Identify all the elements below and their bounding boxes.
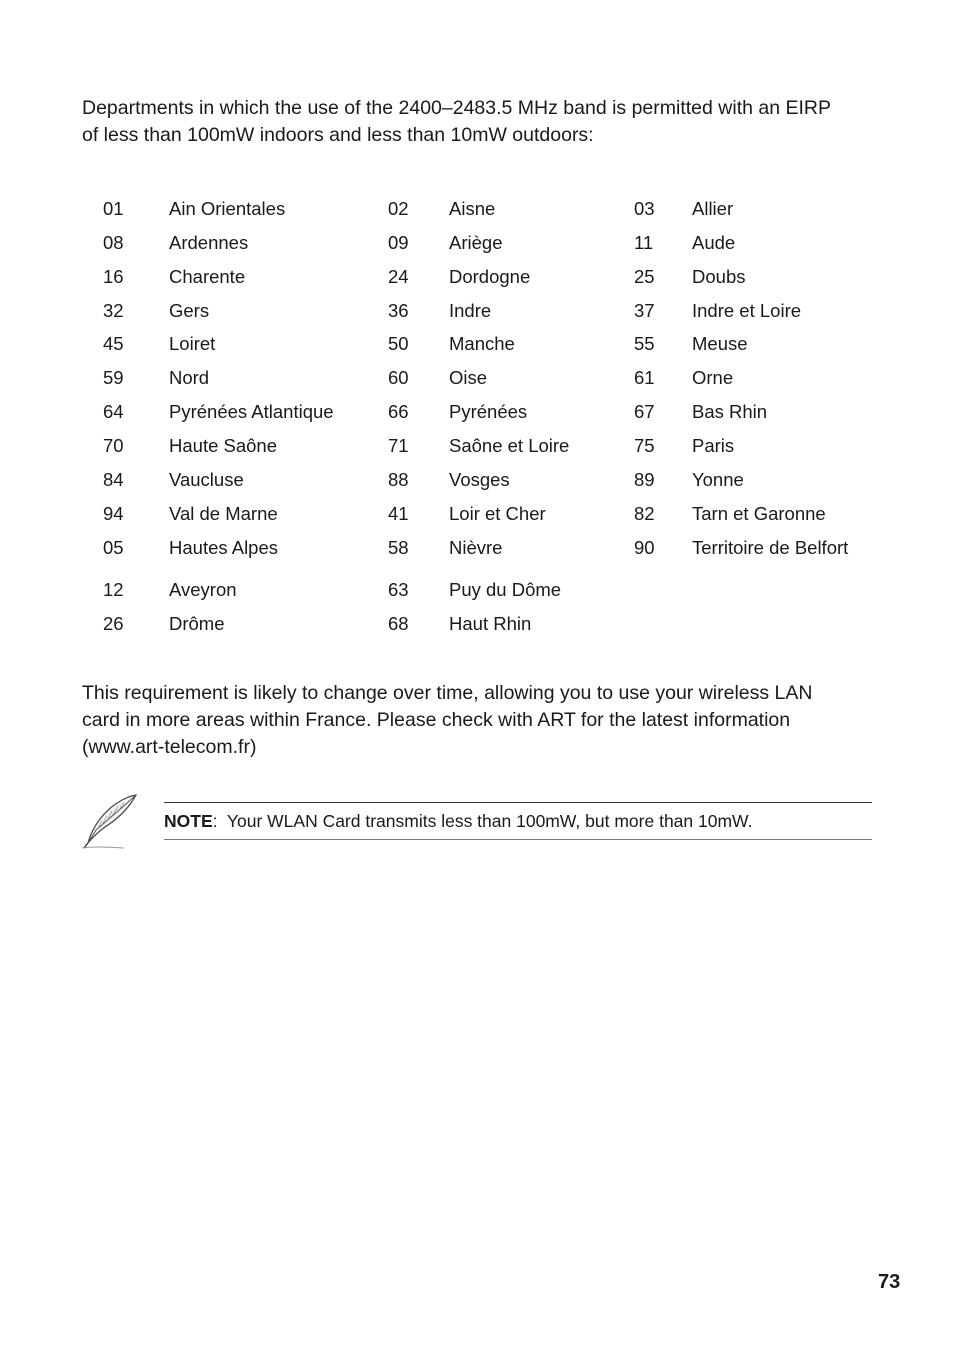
outro-paragraph (82, 680, 882, 761)
department-name: Nord (169, 367, 210, 388)
department-name: Manche (449, 333, 515, 354)
department-row (0, 198, 954, 228)
department-row (0, 232, 954, 262)
department-row (0, 503, 954, 533)
department-name: Allier (692, 198, 734, 219)
department-code: 32 (103, 300, 124, 321)
note-text (164, 811, 752, 832)
note-label: NOTE (164, 811, 213, 831)
department-name: Territoire de Belfort (692, 537, 849, 558)
department-name: Aisne (449, 198, 496, 219)
outro-line: card in more areas within France. Please check with ART for the latest information (82, 709, 791, 731)
department-row (0, 537, 954, 567)
department-code: 36 (388, 300, 409, 321)
department-code: 09 (388, 232, 409, 253)
department-code: 71 (388, 435, 409, 456)
department-name: Meuse (692, 333, 748, 354)
department-name: Haut Rhin (449, 613, 532, 634)
intro-paragraph (82, 95, 882, 149)
department-name: Ariège (449, 232, 503, 253)
department-name: Nièvre (449, 537, 503, 558)
outro-line: This requirement is likely to change over time, allowing you to use your wireless LAN (82, 682, 813, 704)
department-name: Bas Rhin (692, 401, 768, 422)
department-name: Indre (449, 300, 492, 321)
department-code: 37 (634, 300, 655, 321)
department-name: Loiret (169, 333, 216, 354)
department-code: 88 (388, 469, 409, 490)
department-code: 82 (634, 503, 655, 524)
department-name: Gers (169, 300, 210, 321)
department-code: 41 (388, 503, 409, 524)
department-name: Orne (692, 367, 734, 388)
department-name: Drôme (169, 613, 225, 634)
department-code: 02 (388, 198, 409, 219)
department-name: Oise (449, 367, 488, 388)
department-code: 67 (634, 401, 655, 422)
department-name: Loir et Cher (449, 503, 546, 524)
department-code: 26 (103, 613, 124, 634)
department-code: 12 (103, 579, 124, 600)
department-code: 58 (388, 537, 409, 558)
department-row (0, 579, 954, 609)
department-name: Pyrénées Atlantique (169, 401, 334, 422)
department-code: 08 (103, 232, 124, 253)
department-row (0, 300, 954, 330)
department-code: 11 (634, 232, 654, 253)
department-row (0, 469, 954, 499)
department-name: Vosges (449, 469, 510, 490)
department-name: Indre et Loire (692, 300, 802, 321)
department-code: 75 (634, 435, 655, 456)
department-code: 90 (634, 537, 655, 558)
department-code: 84 (103, 469, 124, 490)
outro-line: (www.art-telecom.fr) (82, 736, 257, 758)
department-row (0, 266, 954, 296)
department-code: 24 (388, 266, 409, 287)
department-row (0, 613, 954, 643)
department-code: 59 (103, 367, 124, 388)
department-code: 68 (388, 613, 409, 634)
department-code: 70 (103, 435, 124, 456)
department-code: 55 (634, 333, 655, 354)
department-code: 66 (388, 401, 409, 422)
department-code: 94 (103, 503, 124, 524)
department-name: Yonne (692, 469, 744, 490)
department-name: Aude (692, 232, 736, 253)
department-code: 25 (634, 266, 655, 287)
department-name: Saône et Loire (449, 435, 570, 456)
department-code: 45 (103, 333, 124, 354)
department-code: 03 (634, 198, 655, 219)
feather-pen-icon (80, 792, 140, 850)
department-name: Ardennes (169, 232, 249, 253)
department-code: 16 (103, 266, 124, 287)
department-name: Dordogne (449, 266, 531, 287)
department-row (0, 333, 954, 363)
department-name: Pyrénées (449, 401, 528, 422)
intro-line: of less than 100mW indoors and less than 10mW outdoors: (82, 124, 594, 146)
department-code: 63 (388, 579, 409, 600)
department-code: 64 (103, 401, 124, 422)
department-name: Puy du Dôme (449, 579, 562, 600)
department-code: 60 (388, 367, 409, 388)
note-box (164, 802, 872, 840)
note-body: Your WLAN Card transmits less than 100mW, but more than 10mW. (226, 811, 753, 831)
department-name: Haute Saône (169, 435, 278, 456)
department-name: Hautes Alpes (169, 537, 279, 558)
department-name: Tarn et Garonne (692, 503, 826, 524)
page-number: 73 (878, 1271, 901, 1293)
department-code: 05 (103, 537, 124, 558)
intro-line: Departments in which the use of the 2400–2483.5 MHz band is permitted with an EIRP (82, 97, 831, 119)
department-code: 61 (634, 367, 655, 388)
department-code: 89 (634, 469, 655, 490)
note-separator: : (212, 811, 218, 831)
department-name: Paris (692, 435, 735, 456)
department-code: 01 (103, 198, 124, 219)
department-name: Ain Orientales (169, 198, 286, 219)
department-name: Val de Marne (169, 503, 278, 524)
department-code: 50 (388, 333, 409, 354)
department-name: Charente (169, 266, 246, 287)
department-name: Doubs (692, 266, 746, 287)
department-name: Aveyron (169, 579, 237, 600)
department-name: Vaucluse (169, 469, 244, 490)
department-row (0, 367, 954, 397)
department-row (0, 435, 954, 465)
department-row (0, 401, 954, 431)
